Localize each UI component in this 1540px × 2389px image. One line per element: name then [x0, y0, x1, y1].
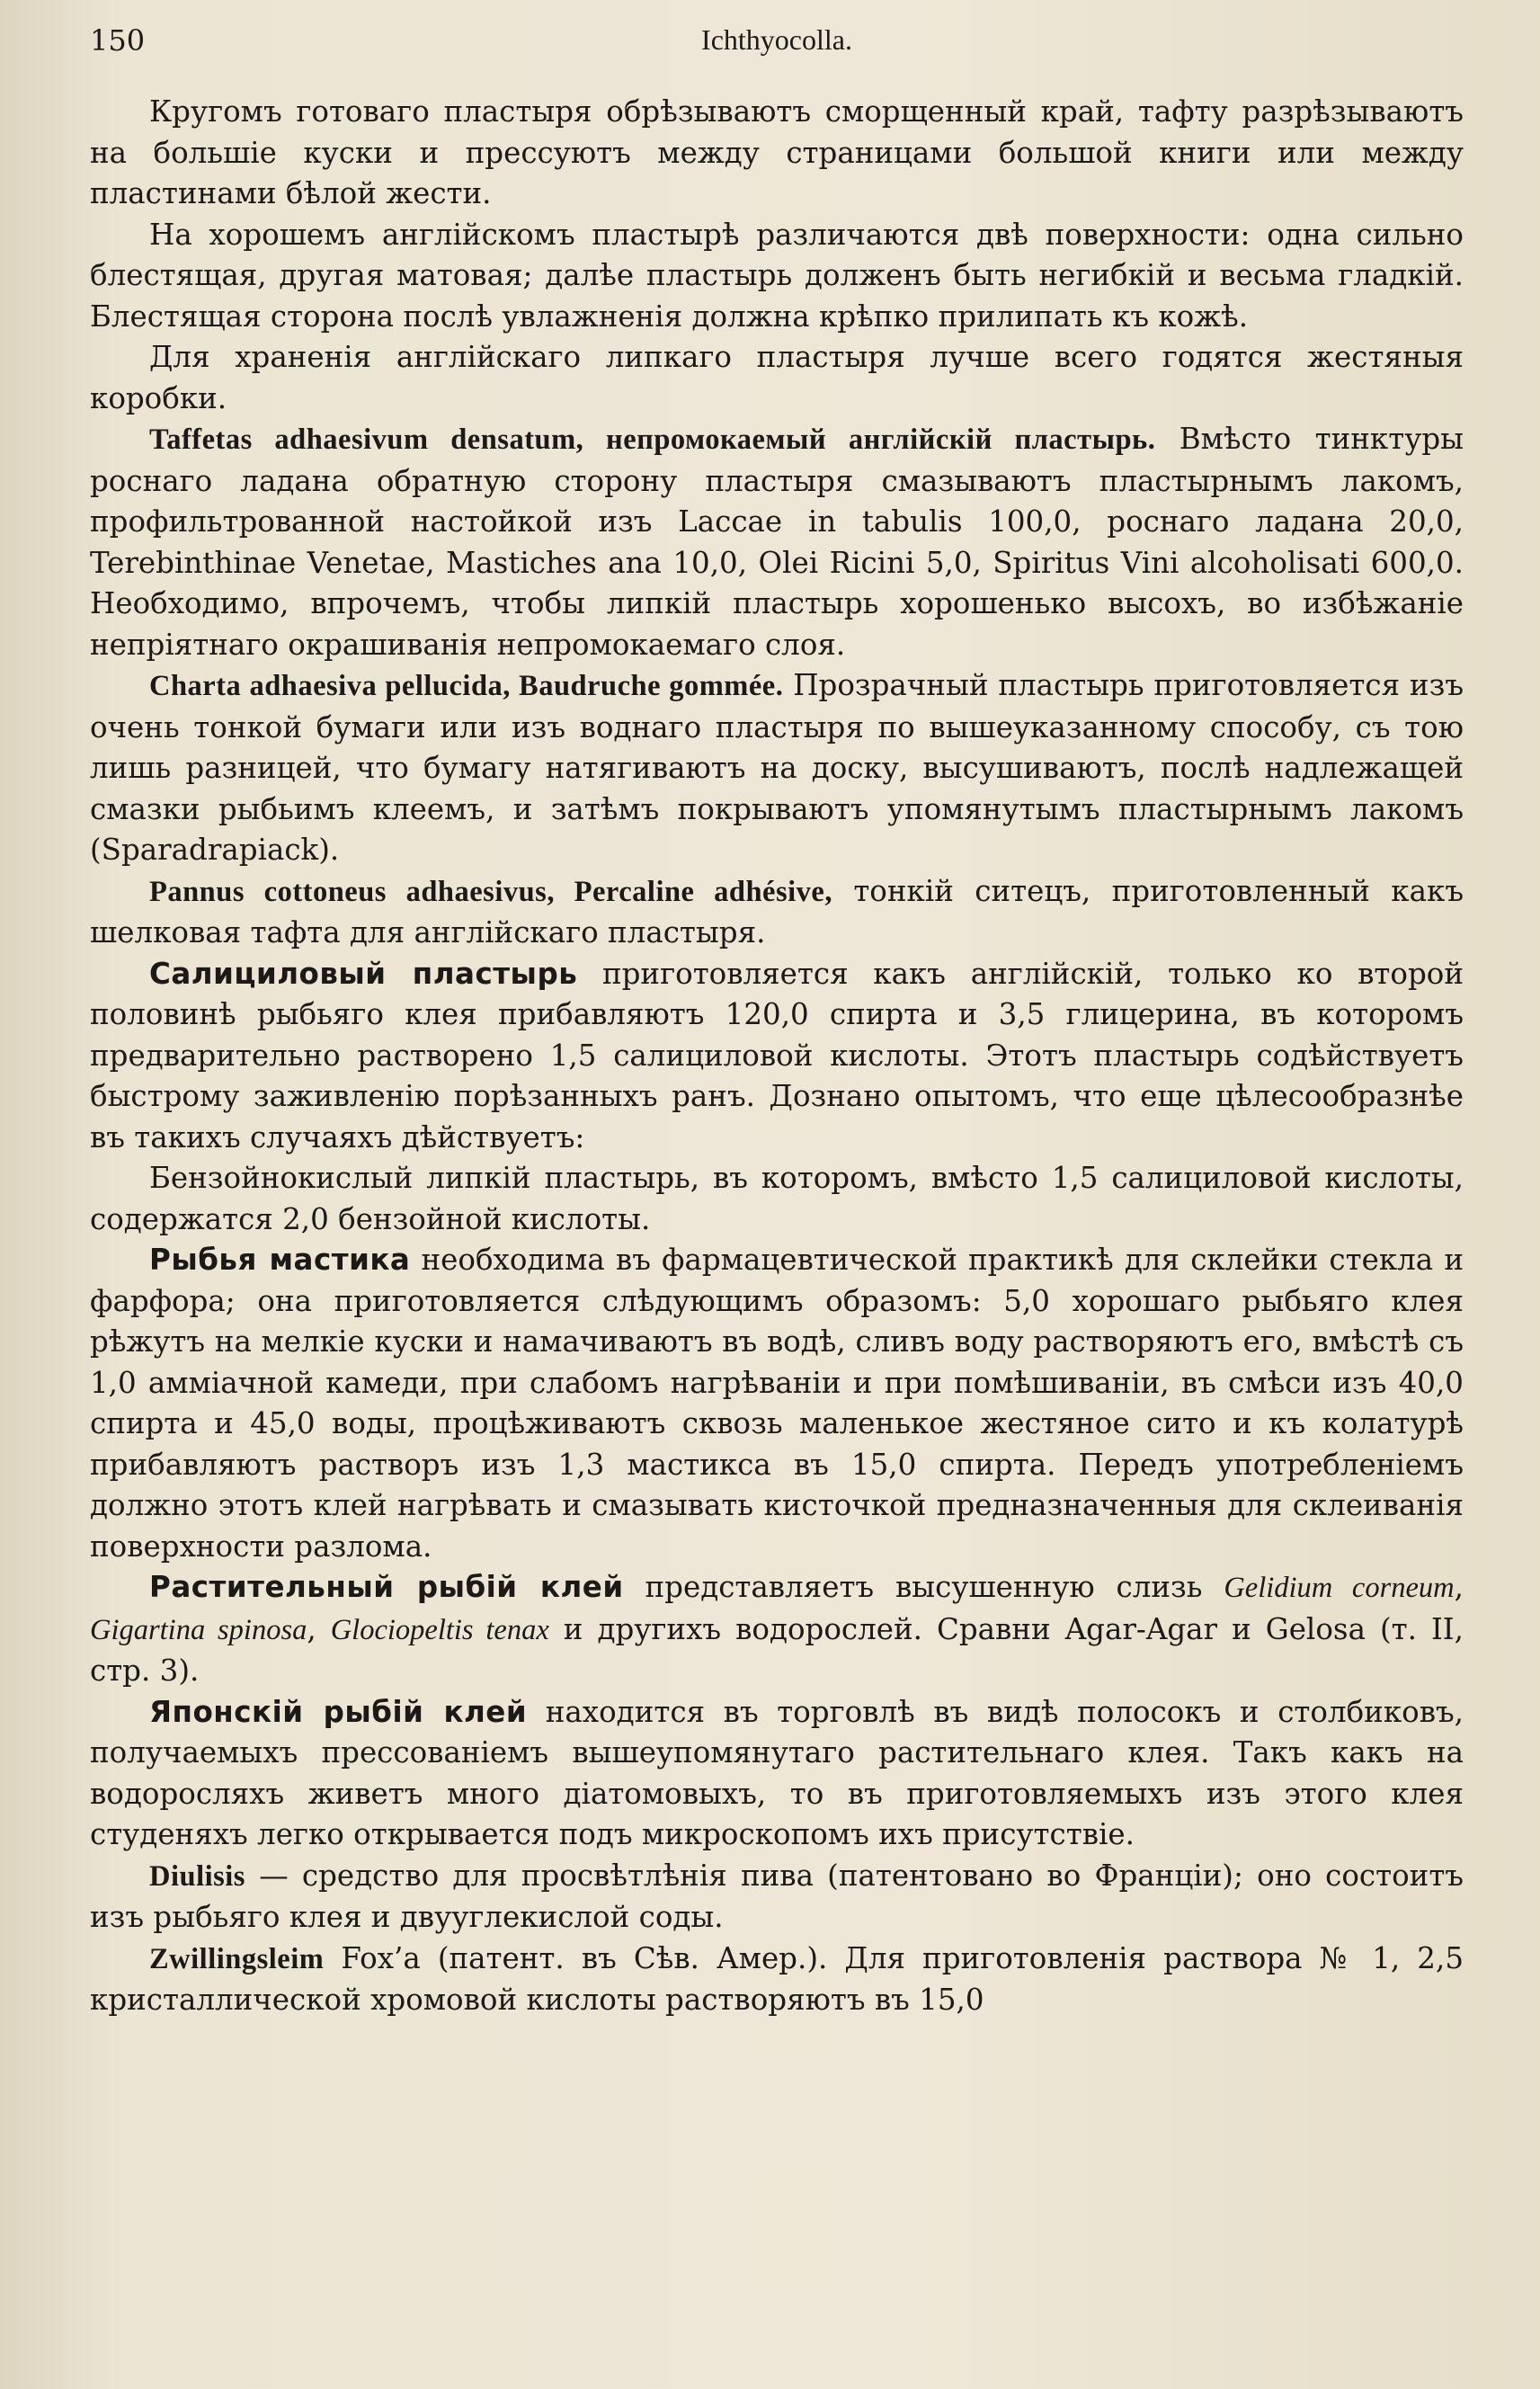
paragraph-pannus-cottoneus [90, 871, 1464, 954]
entry-text: тонкій ситецъ, приготовленный какъ шелковая тафта для англійскаго пластыря. [90, 873, 1464, 949]
page-body [90, 92, 1464, 2021]
entry-text: необходима въ фармацевтической практикѣ для склейки стекла и фарфора; она приготовляется слѣдующимъ образомъ: 5,0 хорошаго рыбьяго клея рѣжутъ на мелкіе куски и намачиваютъ въ водѣ, сливъ воду растворяютъ его, вмѣстѣ съ 1,0 амміачной камеди, при слабомъ нагрѣваніи и при помѣшиваніи, въ смѣси изъ 40,0 спирта и 45,0 воды, процѣживаютъ сквозь маленькое жестяное сито и къ колатурѣ прибавляютъ растворъ изъ 1,3 мастикса въ 15,0 спирта. Передъ употребленіемъ должно этотъ клей нагрѣвать и смазывать кисточкой предназначенныя для склеиванія поверхности разлома. [90, 1243, 1464, 1564]
entry-term: Taffetas adhaesivum densatum, непромокаемый англійскій пластырь. [149, 423, 1156, 456]
species-name: Gelidium corneum [1224, 1572, 1455, 1604]
species-name: Glociopeltis tenax [330, 1613, 549, 1646]
entry-term: Японскій рыбій клей [149, 1694, 528, 1729]
paragraph-storage: Для храненія англійскаго липкаго пластыря лучше всего годятся жестяныя коробки. [90, 340, 1464, 415]
paragraph-charta-pellucida [90, 665, 1464, 871]
entry-text: Fox’a (патент. въ Сѣв. Амер.). Для приготовленія раствора № 1, 2,5 кристаллической хромовой кислоты растворяютъ въ 15,0 [90, 1940, 1464, 2017]
paragraph-vegetable-isinglass [90, 1567, 1464, 1692]
entry-term: Charta adhaesiva pellucida, Baudruche gommée. [149, 670, 784, 702]
entry-term: Zwillingsleim [149, 1942, 325, 1975]
entry-text: приготовляется какъ англійскій, только ко второй половинѣ рыбьяго клея прибавляютъ 120,0 спирта и 3,5 глицерина, въ которомъ предварительно растворено 1,5 салициловой кислоты. Этотъ пластырь содѣйствуетъ быстрому заживленію порѣзанныхъ ранъ. Дознано опытомъ, что еще цѣлесообразнѣе въ такихъ случаяхъ дѣйствуетъ: [90, 956, 1464, 1154]
entry-text: и другихъ водорослей. Сравни Agar-Agar и Gelosa (т. II, стр. 3). [90, 1611, 1464, 1688]
entry-term: Pannus cottoneus adhaesivus, Percaline adhésive, [149, 875, 832, 908]
separator: , [1454, 1570, 1464, 1604]
entry-term: Салициловый пластырь [149, 956, 578, 991]
paragraph-fish-mastic [90, 1240, 1464, 1567]
entry-term: Растительный рыбій клей [149, 1570, 624, 1604]
separator: , [307, 1611, 331, 1646]
entry-text: представляетъ высушенную слизь [623, 1570, 1224, 1604]
entry-term: Рыбья мастика [149, 1243, 411, 1277]
entry-text: Прозрачный пластырь приготовляется изъ очень тонкой бумаги или изъ воднаго пластыря по вышеуказанному способу, съ тою лишь разницей, что бумагу натягиваютъ на доску, высушиваютъ, послѣ надлежащей смазки рыбьимъ клеемъ, и затѣмъ покрываютъ упомянутымъ пластырнымъ лакомъ (Sparadrapiack). [90, 668, 1464, 867]
entry-text: — средство для просвѣтлѣнія пива (патентовано во Франціи); оно состоитъ изъ рыбьяго клея и двууглекислой соды. [90, 1858, 1464, 1934]
paragraph-surfaces: На хорошемъ англійскомъ пластырѣ различаются двѣ поверхности: одна сильно блестящая, другая матовая; далѣе пластырь долженъ быть негибкій и весьма гладкій. Блестящая сторона послѣ увлажненія должна крѣпко прилипать къ кожѣ. [90, 217, 1464, 334]
paragraph-benzoic-plaster: Бензойнокислый липкій пластырь, въ которомъ, вмѣсто 1,5 салициловой кислоты, содержатся 2,0 бензойной кислоты. [90, 1161, 1464, 1236]
paragraph-zwillingsleim [90, 1939, 1464, 2021]
page-number: 150 [90, 23, 146, 58]
page-header [90, 18, 1464, 74]
paragraph-salicyl-plaster [90, 954, 1464, 1159]
running-title: Ichthyocolla. [701, 23, 852, 56]
paragraph-japanese-isinglass [90, 1692, 1464, 1856]
entry-text: находится въ торговлѣ въ видѣ полосокъ и столбиковъ, получаемыхъ прессованіемъ вышеупомянутаго растительнаго клея. Такъ какъ на водоросляхъ живетъ много діатомовыхъ, то въ приготовляемыхъ изъ этого клея студеняхъ легко открывается подъ микроскопомъ ихъ присутствіе. [90, 1694, 1464, 1851]
species-name: Gigartina spinosa [90, 1613, 307, 1646]
paragraph-taffetas-densatum [90, 419, 1464, 665]
entry-term: Diulisis [149, 1859, 245, 1893]
paragraph-diulisis [90, 1856, 1464, 1939]
paragraph-trimming: Кругомъ готоваго пластыря обрѣзываютъ сморщенный край, тафту разрѣзываютъ на большіе куски и прессуютъ между страницами большой книги или между пластинами бѣлой жести. [90, 94, 1464, 210]
entry-text: Вмѣсто тинктуры роснаго ладана обратную сторону пластыря смазываютъ пластырнымъ лакомъ, профильтрованной настойкой изъ Laccae in tabulis 100,0, роснаго ладана 20,0, Terebinthinae Venetae, Mastiches ana 10,0, Olei Ricini 5,0, Spiritus Vini alcoholisati 600,0. Необходимо, впрочемъ, чтобы липкій пластырь хорошенько высохъ, во избѣжаніе непріятнаго окрашиванія непромокаемаго слоя. [90, 422, 1464, 662]
